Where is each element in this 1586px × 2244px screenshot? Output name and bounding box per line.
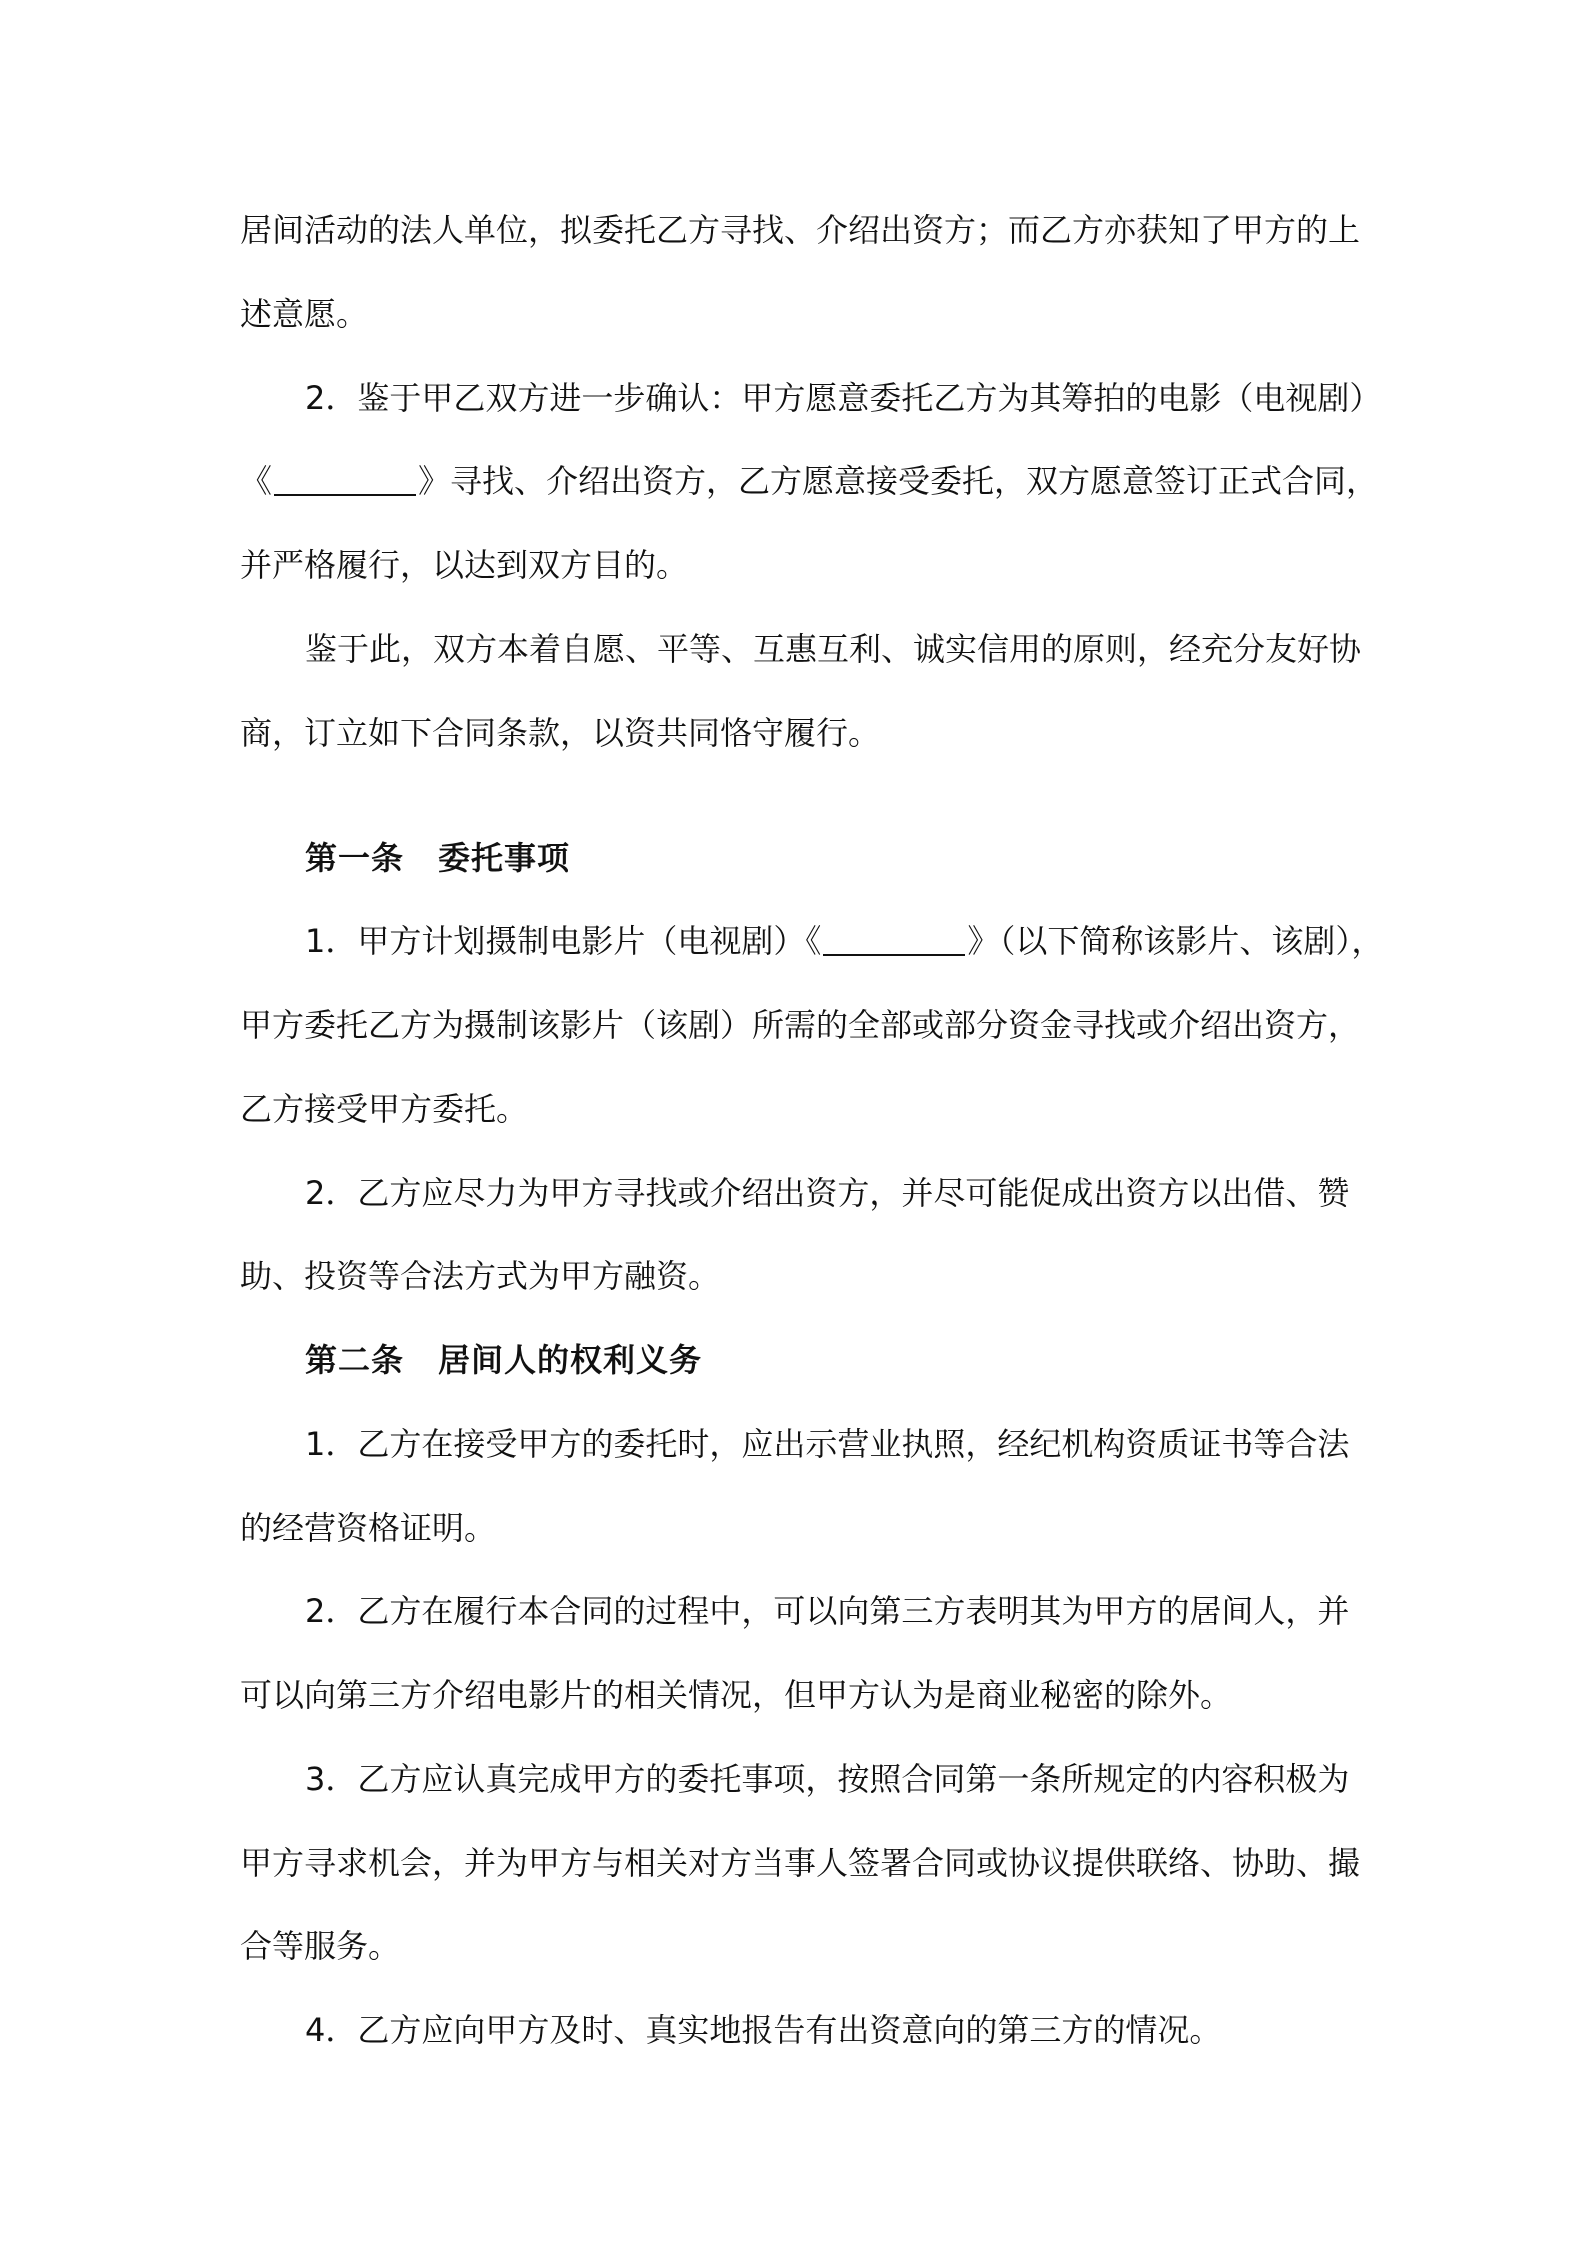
title-line-rest: 》寻找、介绍出资方，乙方愿意接受委托，双方愿意签订正式合同， bbox=[418, 462, 1379, 500]
article-2-item-1-line: 1．乙方在接受甲方的委托时，应出示营业执照，经纪机构资质证书等合法 bbox=[305, 1425, 1350, 1463]
clause-2-line: 2．鉴于甲乙双方进一步确认：甲方愿意委托乙方为其筹拍的电影（电视剧） bbox=[305, 379, 1382, 417]
paragraph-line: 合等服务。 bbox=[240, 1927, 401, 1965]
article-1-item-1-line bbox=[305, 919, 1425, 963]
paragraph-line: 助、投资等合法方式为甲方融资。 bbox=[240, 1257, 721, 1295]
paragraph-line: 商，订立如下合同条款，以资共同恪守履行。 bbox=[240, 714, 881, 752]
film-title-blank bbox=[274, 464, 416, 496]
article-2-item-3-line: 3．乙方应认真完成甲方的委托事项，按照合同第一条所规定的内容积极为 bbox=[305, 1760, 1350, 1798]
paragraph-line: 甲方寻求机会，并为甲方与相关对方当事人签署合同或协议提供联络、协助、撮 bbox=[240, 1844, 1361, 1882]
article-2-item-4-line: 4．乙方应向甲方及时、真实地报告有出资意向的第三方的情况。 bbox=[305, 2011, 1222, 2049]
article-2-heading bbox=[305, 1338, 1425, 1382]
item-1-pre: 1．甲方计划摄制电影片（电视剧）《 bbox=[305, 922, 822, 960]
paragraph-line: 乙方接受甲方委托。 bbox=[240, 1090, 529, 1128]
paragraph-line: 甲方委托乙方为摄制该影片（该剧）所需的全部或部分资金寻找或介绍出资方， bbox=[240, 1006, 1361, 1044]
paragraph-line: 述意愿。 bbox=[240, 295, 369, 333]
film-title-blank bbox=[823, 924, 965, 956]
paragraph-line: 可以向第三方介绍电影片的相关情况，但甲方认为是商业秘密的除外。 bbox=[240, 1676, 1233, 1714]
paragraph-line: 的经营资格证明。 bbox=[240, 1509, 497, 1547]
item-1-post: 》（以下简称该影片、该剧）， bbox=[967, 922, 1384, 960]
article-1-item-2-line: 2．乙方应尽力为甲方寻找或介绍出资方，并尽可能促成出资方以出借、赞 bbox=[305, 1174, 1350, 1212]
title-open-bracket: 《 bbox=[240, 462, 273, 500]
article-2-title: 居间人的权利义务 bbox=[438, 1341, 703, 1379]
article-1-title: 委托事项 bbox=[438, 839, 571, 877]
preamble-line: 鉴于此，双方本着自愿、平等、互惠互利、诚实信用的原则，经充分友好协 bbox=[305, 630, 1362, 668]
article-2-item-2-line: 2．乙方在履行本合同的过程中，可以向第三方表明其为甲方的居间人，并 bbox=[305, 1592, 1350, 1630]
paragraph-line: 并严格履行，以达到双方目的。 bbox=[240, 546, 689, 584]
article-2-number: 第二条 bbox=[305, 1341, 405, 1379]
article-1-number: 第一条 bbox=[305, 839, 405, 877]
clause-2-title-line bbox=[240, 459, 1379, 503]
paragraph-line: 居间活动的法人单位，拟委托乙方寻找、介绍出资方；而乙方亦获知了甲方的上 bbox=[240, 211, 1361, 249]
article-1-heading bbox=[305, 836, 1425, 880]
